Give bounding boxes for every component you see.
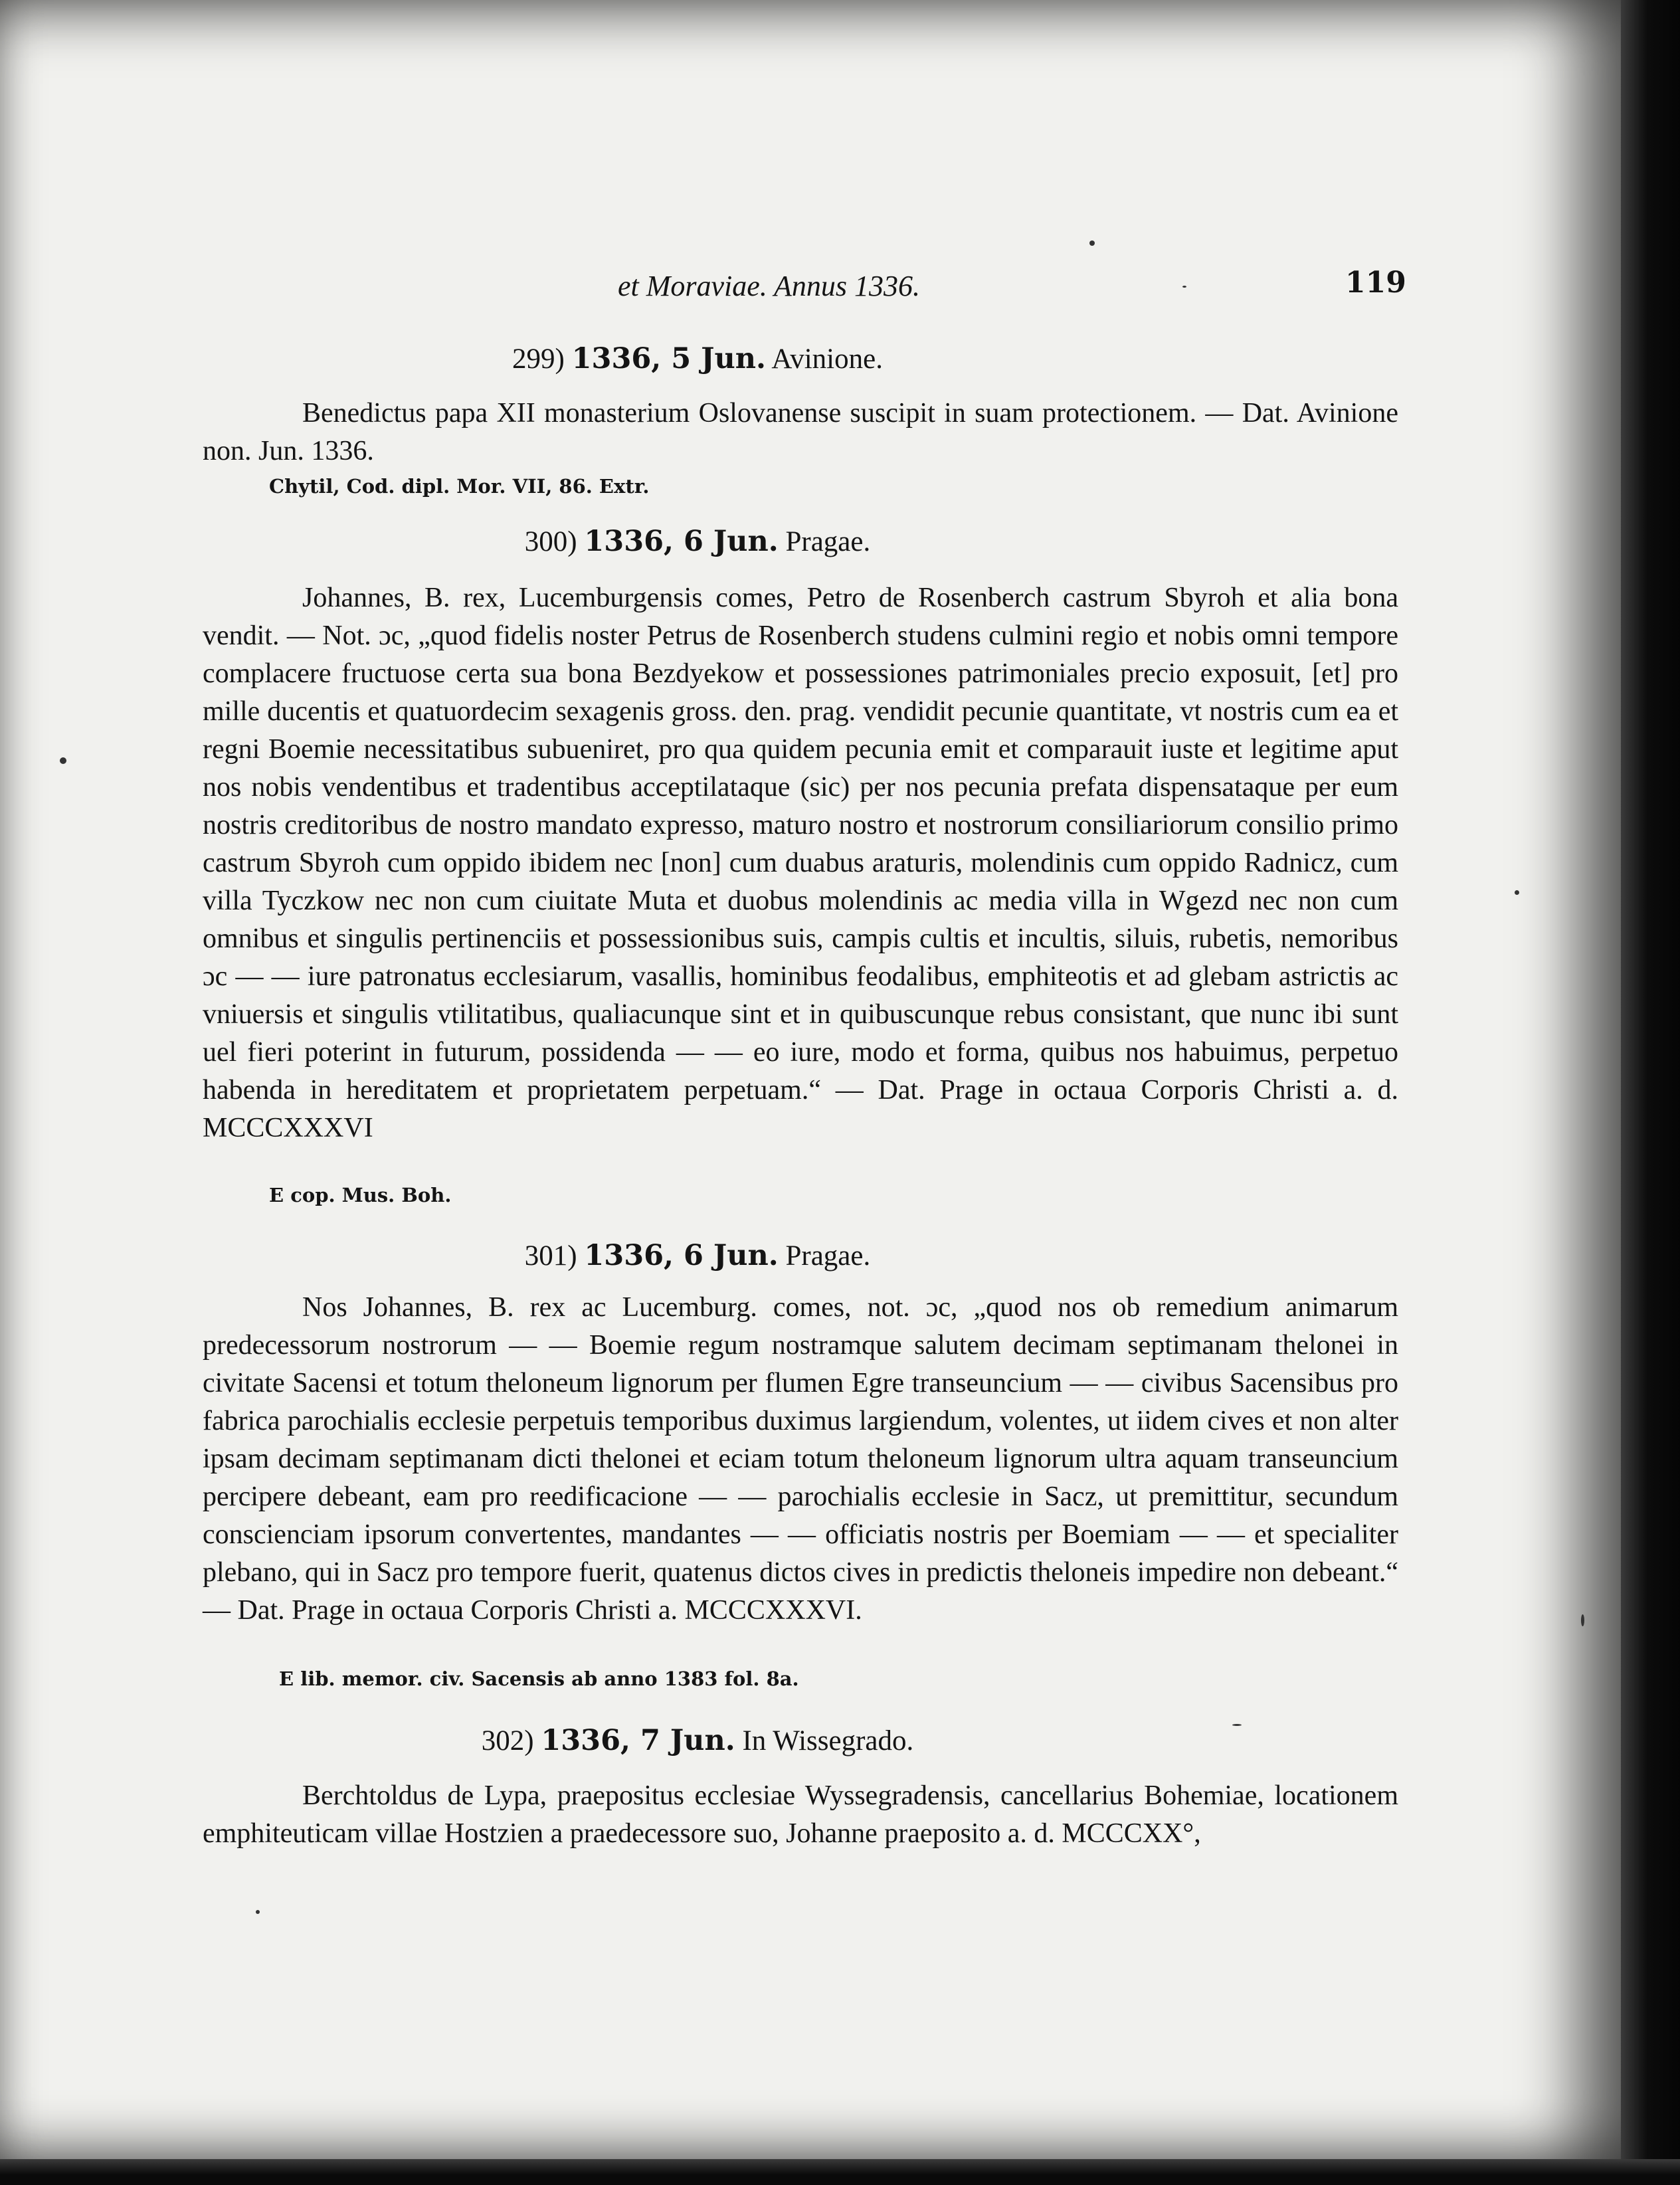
entry-place: Avinione. — [771, 343, 883, 375]
page-number: 119 — [1345, 266, 1406, 300]
entry-date: 1336, 6 Jun. — [584, 1239, 779, 1272]
scan-bottom-edge — [0, 2159, 1680, 2185]
entry-number: 299) — [512, 343, 565, 375]
entry-date: 1336, 7 Jun. — [541, 1724, 735, 1757]
entry-date: 1336, 6 Jun. — [584, 525, 779, 558]
running-title: et Moraviae. Annus 1336. — [618, 270, 921, 302]
entry-299-body — [203, 395, 1398, 470]
entry-text: Berchtoldus de Lypa, praepositus ecclesiae Wyssegradensis, cancellarius Bohemiae, locationem emphiteuticam villae Hostzien a praedecessore suo, Johanne praeposito a. d. MCCCXX°, — [203, 1780, 1398, 1849]
scan-gutter — [1621, 0, 1680, 2185]
scan-speck — [1232, 1724, 1242, 1726]
entry-300-heading — [0, 525, 1395, 558]
entry-place: In Wissegrado. — [742, 1725, 914, 1757]
entry-number: 300) — [524, 526, 577, 557]
scan-speck — [1581, 1614, 1584, 1626]
entry-302-heading — [0, 1724, 1395, 1757]
entry-301-source: E lib. memor. civ. Sacensis ab anno 1383 fol. 8a. — [279, 1667, 799, 1690]
entry-text: Johannes, B. rex, Lucemburgensis comes, Petro de Rosenberch castrum Sbyroh et alia bona vendit. — Not. ɔc, „quod fidelis noster Petrus de Rosenberch studens culmini regio et nobis omni tempore complacere fructuose certa sua bona Bezdyekow et possessiones patrimoniales precio exposuit, [et] pro mille ducentis et quatuordecim sexagenis gross. den. prag. vendidit pecunie quantitate, vt nostris cum ea et regni Boemie necessitatibus subueniret, pro qua quidem pecunia emit et comparauit iuste et legitime aput nos nobis vendentibus et tradentibus acceptilataque (sic) per nos pecunia prefata dispensataque per eum nostris creditoribus de nostro mandato expresso, maturo nostro et nostrorum consiliariorum consilio primo castrum Sbyroh cum oppido ibidem nec [non] cum duabus araturis, molendinis cum oppido Radnicz, cum villa Tyczkow nec non cum ciuitate Muta et duobus molendinis ac media villa in Wgezd nec non cum omnibus et singulis pertinenciis et possessionibus suis, campis cultis et incultis, siluis, rubetis, nemoribus ɔc — — iure patronatus ecclesiarum, vasallis, hominibus feodalibus, emphiteotis et ad glebam astrictis ac vniuersis et singulis vtilitatibus, qualiacunque sint et in quibuscunque rebus consistant, que nunc ibi sunt uel fieri poterint in futurum, possidenda — — eo iure, modo et forma, quibus nos habuimus, perpetuo habenda in hereditatem et proprietatem perpetuam.“ — Dat. Prage in octaua Corporis Christi a. d. MCCCXXXVI — [203, 583, 1398, 1143]
scan-speck — [1089, 240, 1095, 246]
entry-300-body — [203, 579, 1398, 1147]
scan-speck — [1182, 286, 1186, 288]
entry-301-heading — [0, 1239, 1395, 1272]
entry-300-source: E cop. Mus. Boh. — [269, 1184, 452, 1206]
entry-299-heading — [0, 342, 1395, 375]
entry-date: 1336, 5 Jun. — [571, 342, 766, 375]
entry-299-source: Chytil, Cod. dipl. Mor. VII, 86. Extr. — [269, 475, 650, 498]
entry-place: Pragae. — [785, 1240, 871, 1272]
entry-302-body — [203, 1777, 1398, 1853]
entry-number: 301) — [524, 1240, 577, 1272]
entry-number: 302) — [481, 1725, 534, 1757]
scan-speck — [1515, 890, 1519, 895]
entry-301-body — [203, 1289, 1398, 1630]
entry-text: Benedictus papa XII monasterium Oslovanense suscipit in suam protectionem. — Dat. Avinione non. Jun. 1336. — [203, 398, 1398, 466]
scan-speck — [60, 757, 66, 764]
entry-text: Nos Johannes, B. rex ac Lucemburg. comes, not. ɔc, „quod nos ob remedium animarum predecessorum nostrorum — — Boemie regum nostramque salutem decimam septimanam thelonei in civitate Sacensi et totum theloneum lignorum per flumen Egre transeuncium — — civibus Sacensibus pro fabrica parochialis ecclesie perpetuis temporibus duximus largiendum, volentes, ut iidem cives et non alter ipsam decimam septimanam dicti thelonei et eciam totum theloneum lignorum ultra aquam transeuncium percipere debeant, eam pro reedificacione — — parochialis ecclesie in Sacz, ut premittitur, secundum conscienciam ipsorum convertentes, mandantes — — officiatis nostris per Boemiam — — et specialiter plebano, qui in Sacz pro tempore fuerit, quatenus dictos cives in predictis theloneis impedire non debeant.“ — Dat. Prage in octaua Corporis Christi a. MCCCXXXVI. — [203, 1292, 1398, 1626]
scan-speck — [256, 1910, 260, 1914]
entry-place: Pragae. — [785, 526, 871, 557]
